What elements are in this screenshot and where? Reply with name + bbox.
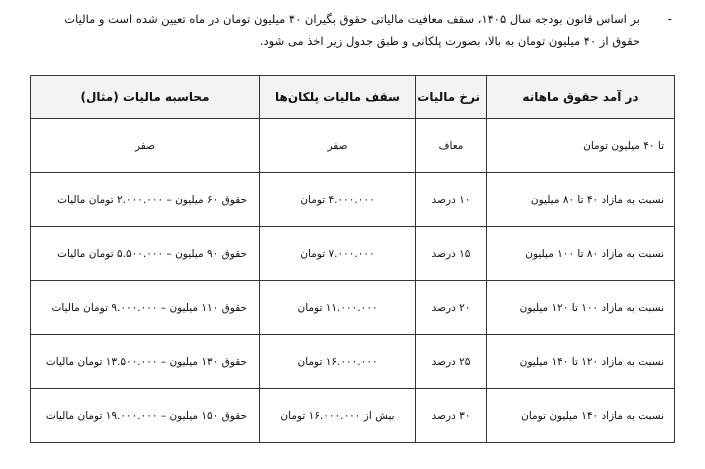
cell-rate: ۲۰ درصد xyxy=(416,281,487,335)
cell-income: نسبت به مازاد ۱۴۰ میلیون تومان xyxy=(487,389,675,443)
cell-income: تا ۴۰ میلیون تومان xyxy=(487,119,675,173)
table-header-row xyxy=(31,76,675,119)
cell-income: نسبت به مازاد ۱۲۰ تا ۱۴۰ میلیون xyxy=(487,335,675,389)
cell-income: نسبت به مازاد ۱۰۰ تا ۱۲۰ میلیون xyxy=(487,281,675,335)
cell-calc: حقوق ۱۵۰ میلیون – ۱۹.۰۰۰.۰۰۰ تومان مالیات xyxy=(31,389,260,443)
cell-income: نسبت به مازاد ۸۰ تا ۱۰۰ میلیون xyxy=(487,227,675,281)
table-row xyxy=(31,119,675,173)
cell-rate: معاف xyxy=(416,119,487,173)
cell-income: نسبت به مازاد ۴۰ تا ۸۰ میلیون xyxy=(487,173,675,227)
cell-rate: ۱۰ درصد xyxy=(416,173,487,227)
bullet-marker: - xyxy=(667,12,672,26)
cell-calc: حقوق ۱۱۰ میلیون – ۹.۰۰۰.۰۰۰ تومان مالیات xyxy=(31,281,260,335)
cell-cap: صفر xyxy=(260,119,416,173)
cell-rate: ۲۵ درصد xyxy=(416,335,487,389)
cell-calc: حقوق ۶۰ میلیون – ۲.۰۰۰.۰۰۰ تومان مالیات xyxy=(31,173,260,227)
cell-rate: ۳۰ درصد xyxy=(416,389,487,443)
cell-cap: ۱۶.۰۰۰.۰۰۰ تومان xyxy=(260,335,416,389)
header-income: در آمد حقوق ماهانه xyxy=(487,76,675,119)
header-cap: سقف مالیات پلکان‌ها xyxy=(260,76,416,119)
cell-cap: ۴.۰۰۰.۰۰۰ تومان xyxy=(260,173,416,227)
intro-text: بر اساس قانون بودجه سال ۱۴۰۵، سقف معافیت مالیاتی حقوق بگیران ۴۰ میلیون تومان در ماه تعیین شده است و مالیات حقوق از ۴۰ میلیون تومان به بالا، بصورت پلکانی و طبق جدول زیر اخذ می شود. xyxy=(64,12,640,48)
header-calc: محاسبه مالیات (مثال) xyxy=(31,76,260,119)
cell-calc: حقوق ۱۳۰ میلیون – ۱۳.۵۰۰.۰۰۰ تومان مالیات xyxy=(31,335,260,389)
table-row xyxy=(31,335,675,389)
cell-cap: ۷.۰۰۰.۰۰۰ تومان xyxy=(260,227,416,281)
tax-table xyxy=(30,75,675,443)
cell-cap: بیش از ۱۶.۰۰۰.۰۰۰ تومان xyxy=(260,389,416,443)
cell-cap: ۱۱.۰۰۰.۰۰۰ تومان xyxy=(260,281,416,335)
cell-rate: ۱۵ درصد xyxy=(416,227,487,281)
intro-paragraph xyxy=(60,8,672,52)
table-row xyxy=(31,173,675,227)
cell-calc: حقوق ۹۰ میلیون – ۵.۵۰۰.۰۰۰ تومان مالیات xyxy=(31,227,260,281)
table-row xyxy=(31,281,675,335)
cell-calc: صفر xyxy=(31,119,260,173)
header-rate: نرخ مالیات xyxy=(416,76,487,119)
table-row xyxy=(31,389,675,443)
table-row xyxy=(31,227,675,281)
